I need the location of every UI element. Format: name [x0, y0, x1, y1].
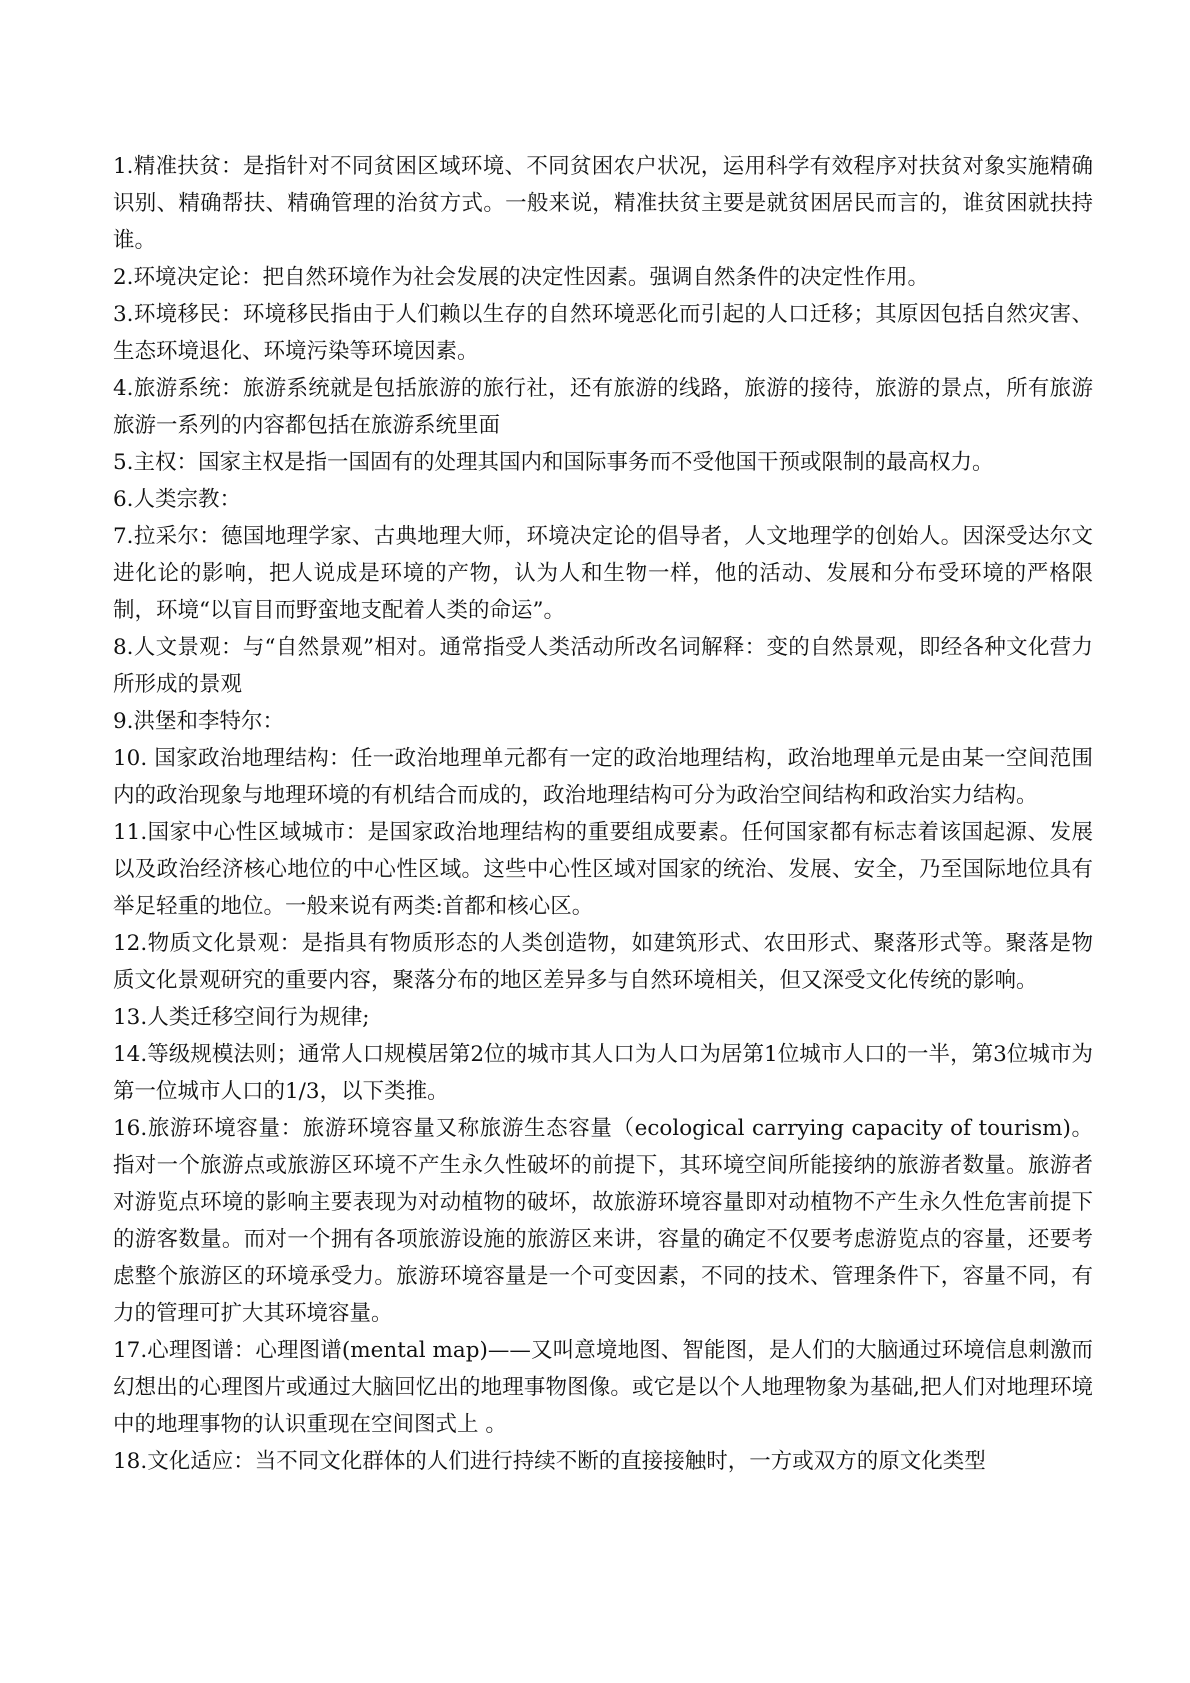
term-entry-6: 6.人类宗教：: [113, 487, 242, 512]
term-entry-12: 12.物质文化景观：是指具有物质形态的人类创造物，如建筑形式、农田形式、聚落形式等。聚落是物质文化景观研究的重要内容，聚落分布的地区差异多与自然环境相关，但又深受文化传统的影响。: [113, 931, 1093, 993]
term-entry-16: 16.旅游环境容量：旅游环境容量又称旅游生态容量（ecological carrying capacity of tourism)。指对一个旅游点或旅游区环境不产生永久性破坏的前提下，其环境空间所能接纳的旅游者数量。旅游者对游览点环境的影响主要表现为对动植物的破坏，故旅游环境容量即对动植物不产生永久性危害前提下的游客数量。而对一个拥有各项旅游设施的旅游区来讲，容量的确定不仅要考虑游览点的容量，还要考虑整个旅游区的环境承受力。旅游环境容量是一个可变因素，不同的技术、管理条件下，容量不同，有力的管理可扩大其环境容量。: [113, 1116, 1093, 1326]
term-entry-10: 10. 国家政治地理结构：任一政治地理单元都有一定的政治地理结构，政治地理单元是由某一空间范围内的政治现象与地理环境的有机结合而成的，政治地理结构可分为政治空间结构和政治实力结构。: [113, 746, 1093, 808]
document-body: [113, 148, 1093, 1480]
term-entry-8: 8.人文景观：与“自然景观”相对。通常指受人类活动所改名词解释：变的自然景观，即经各种文化营力所形成的景观: [113, 635, 1093, 697]
term-entry-2: 2.环境决定论：把自然环境作为社会发展的决定性因素。强调自然条件的决定性作用。: [113, 265, 930, 290]
term-entry-14: 14.等级规模法则；通常人口规模居第2位的城市其人口为人口为居第1位城市人口的一半，第3位城市为第一位城市人口的1/3，以下类推。: [113, 1042, 1093, 1104]
term-entry-1: 1.精准扶贫：是指针对不同贫困区域环境、不同贫困农户状况，运用科学有效程序对扶贫对象实施精确识别、精确帮扶、精确管理的治贫方式。一般来说，精准扶贫主要是就贫困居民而言的，谁贫困就扶持谁。: [113, 154, 1093, 253]
term-entry-3: 3.环境移民：环境移民指由于人们赖以生存的自然环境恶化而引起的人口迁移；其原因包括自然灾害、生态环境退化、环境污染等环境因素。: [113, 302, 1093, 364]
term-entry-9: 9.洪堡和李特尔：: [113, 709, 285, 734]
term-entry-17: 17.心理图谱：心理图谱(mental map)——又叫意境地图、智能图，是人们的大脑通过环境信息刺激而幻想出的心理图片或通过大脑回忆出的地理事物图像。或它是以个人地理物象为基础,把人们对地理环境中的地理事物的认识重现在空间图式上 。: [113, 1338, 1093, 1437]
term-entry-5: 5.主权：国家主权是指一国固有的处理其国内和国际事务而不受他国干预或限制的最高权力。: [113, 450, 994, 475]
term-entry-7: 7.拉采尔：德国地理学家、古典地理大师，环境决定论的倡导者，人文地理学的创始人。因深受达尔文进化论的影响，把人说成是环境的产物，认为人和生物一样，他的活动、发展和分布受环境的严格限制，环境“以盲目而野蛮地支配着人类的命运”。: [113, 524, 1093, 623]
term-entry-18: 18.文化适应：当不同文化群体的人们进行持续不断的直接接触时，一方或双方的原文化类型: [113, 1449, 986, 1474]
term-entry-11: 11.国家中心性区域城市：是国家政治地理结构的重要组成要素。任何国家都有标志着该国起源、发展以及政治经济核心地位的中心性区域。这些中心性区域对国家的统治、发展、安全，乃至国际地位具有举足轻重的地位。一般来说有两类:首都和核心区。: [113, 820, 1093, 919]
term-entry-4: 4.旅游系统：旅游系统就是包括旅游的旅行社，还有旅游的线路，旅游的接待，旅游的景点，所有旅游旅游一系列的内容都包括在旅游系统里面: [113, 376, 1093, 438]
term-entry-13: 13.人类迁移空间行为规律;: [113, 1005, 370, 1030]
